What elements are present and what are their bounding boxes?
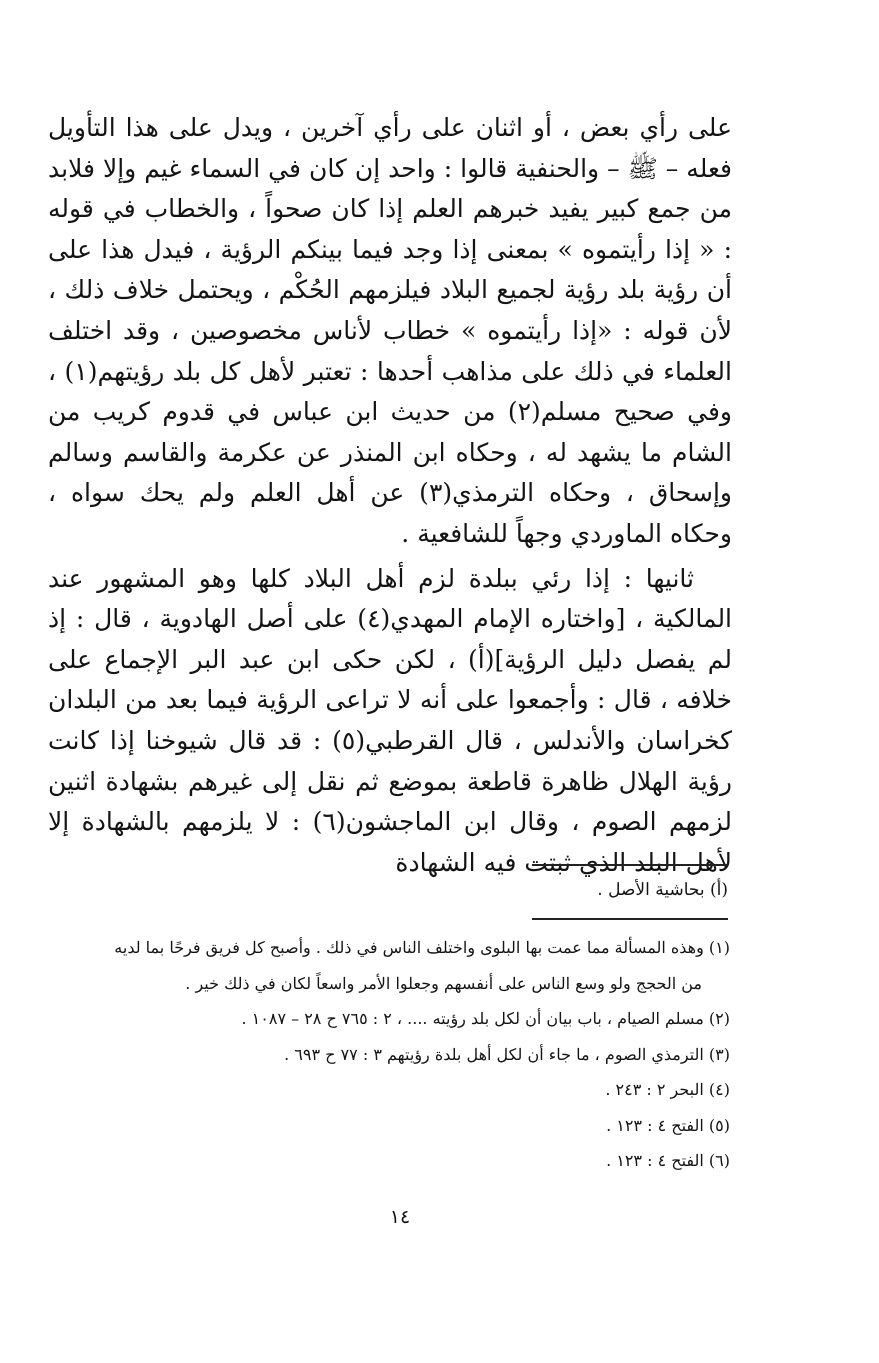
main-text	[48, 108, 732, 883]
page-number: ١٤	[389, 1206, 411, 1228]
footnote-5: (٥) الفتح ٤ : ١٢٣ .	[606, 1115, 730, 1135]
original-note-separator	[532, 864, 728, 866]
paragraph-2: ثانيها : إذا رئي ببلدة لزم أهل البلاد كلها وهو المشهور عند المالكية ، [واختاره الإمام المهدي(٤) على أصل الهادوية ، قال : إذ لم يفصل دليل الرؤية](أ) ، لكن حكى ابن عبد البر الإجماع على خلافه ، قال : وأجمعوا على أنه لا تراعى الرؤية فيما بعد من البلدان كخراسان والأندلس ، قال القرطبي(٥) : قد قال شيوخنا إذا كانت رؤية الهلال ظاهرة قاطعة بموضع ثم نقل إلى غيرهم بشهادة اثنين لزمهم الصوم ، وقال ابن الماجشون(٦) : لا يلزمهم بالشهادة إلا لأهل البلد الذي ثبتت فيه الشهادة	[48, 563, 733, 877]
footnote-6: (٦) الفتح ٤ : ١٢٣ .	[606, 1151, 730, 1170]
footnote-2: (٢) مسلم الصيام ، باب بيان أن لكل بلد رؤيته .... ، ٢ : ٧٦٥ ح ٢٨ – ١٠٨٧ .	[241, 1009, 730, 1028]
footnotes	[60, 930, 730, 1179]
footnote-3: (٣) الترمذي الصوم ، ما جاء أن لكل أهل بلدة رؤيتهم ٣ : ٧٧ ح ٦٩٣ .	[284, 1044, 730, 1064]
footnote-separator	[532, 918, 728, 920]
footnote-4: (٤) البحر ٢ : ٢٤٣ .	[605, 1080, 730, 1099]
original-margin-note: (أ) بحاشية الأصل .	[597, 880, 728, 900]
paragraph-1: على رأي بعض ، أو اثنان على رأي آخرين ، ويدل على هذا التأويل فعله – ﷺ – والحنفية قالوا : واحد إن كان في السماء غيم وإلا فلابد من جمع كبير يفيد خبرهم العلم إذا كان صحواً ، والخطاب في قوله : « إذا رأيتموه » بمعنى إذا وجد فيما بينكم الرؤية ، فيدل هذا على أن رؤية بلد رؤية لجميع البلاد فيلزمهم الحُكْم ، ويحتمل خلاف ذلك ، لأن قوله : «إذا رأيتموه » خطاب لأناس مخصوصين ، وقد اختلف العلماء في ذلك على مذاهب أحدها : تعتبر لأهل كل بلد رؤيتهم(١) ، وفي صحيح مسلم(٢) من حديث ابن عباس في قدوم كريب من الشام ما يشهد له ، وحكاه ابن المنذر عن عكرمة والقاسم وسالم وإسحاق ، وحكاه الترمذي(٣) عن أهل العلم ولم يحك سواه ، وحكاه الماوردي وجهاً للشافعية .	[48, 113, 733, 548]
footnote-1: (١) وهذه المسألة مما عمت بها البلوى واختلف الناس في ذلك . وأصبح كل فريق فرحًا بما لديه	[114, 938, 730, 957]
footnote-1-continued: من الحجج ولو وسع الناس على أنفسهم وجعلوا الأمر واسعاً لكان في ذلك خير .	[185, 973, 702, 993]
